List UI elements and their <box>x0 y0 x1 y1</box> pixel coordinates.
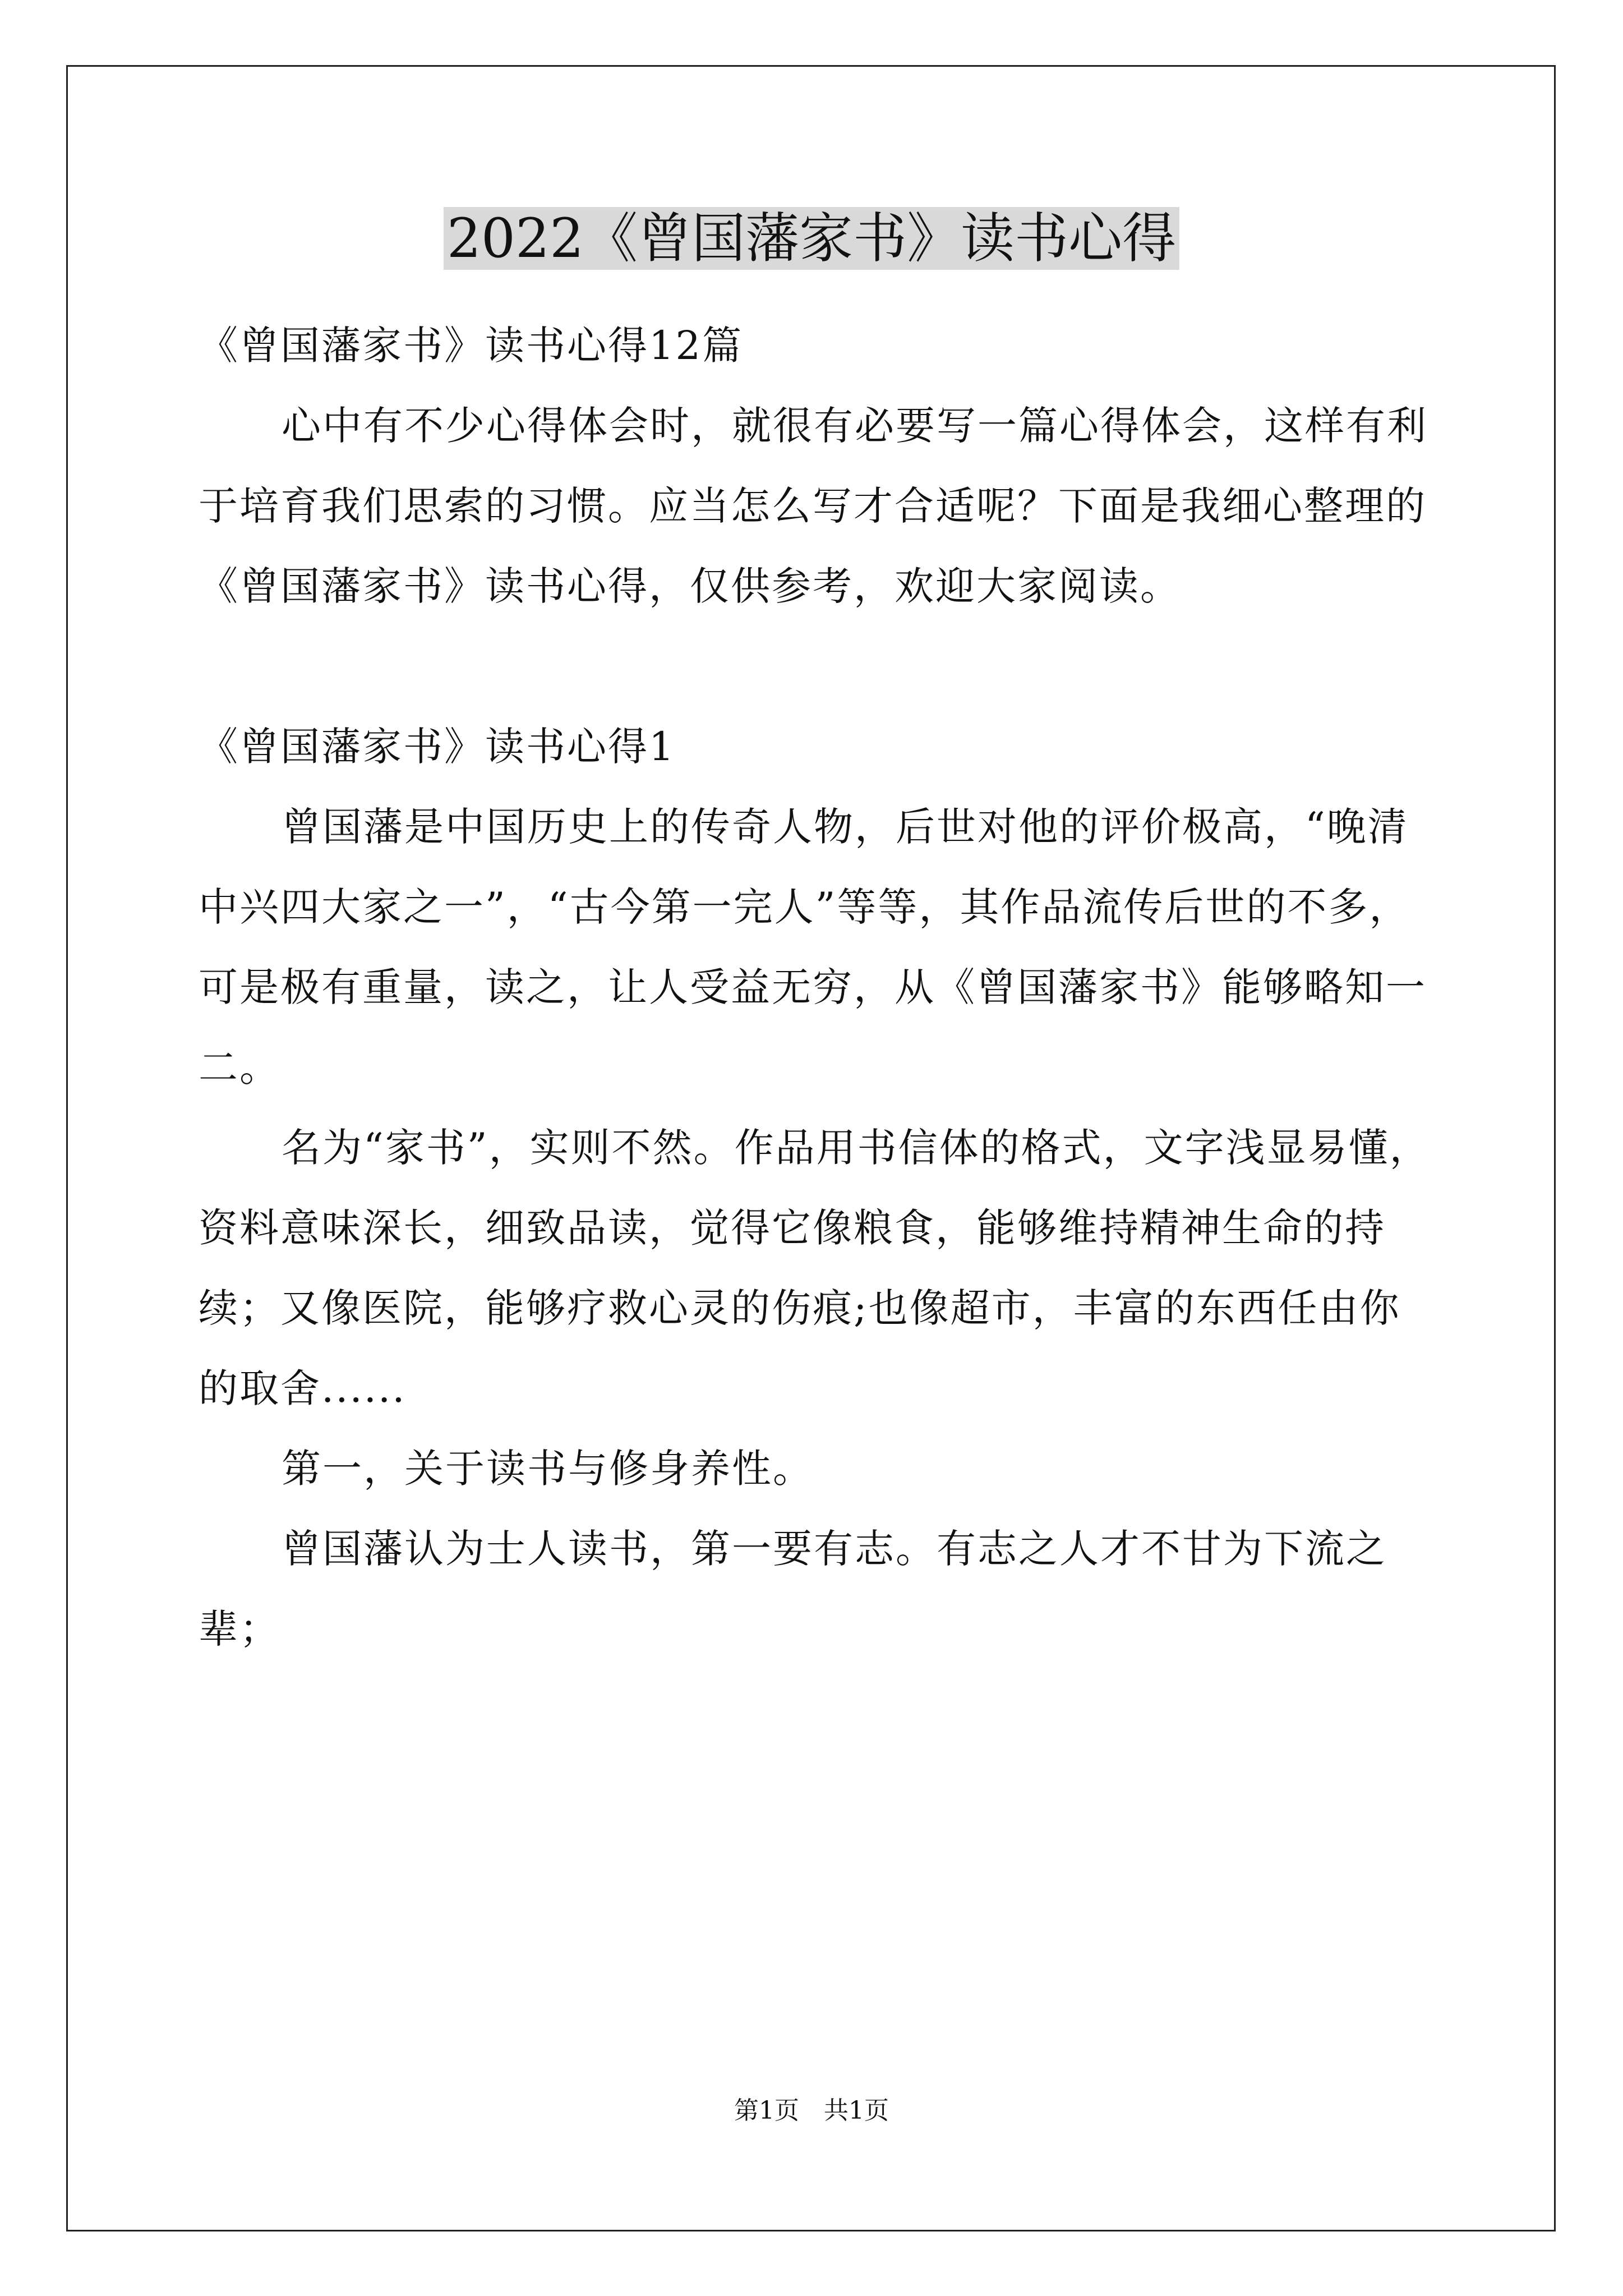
page-footer: 第1页 共1页 <box>734 2096 889 2125</box>
section-heading: 《曾国藩家书》读书心得1 <box>199 724 676 770</box>
document-title: 2022《曾国藩家书》读书心得 <box>0 199 1623 278</box>
body-paragraph: 名为“家书”，实则不然。作品用书信体的格式，文字浅显易懂，资料意味深长，细致品读，觉得它像粮食，能够维持精神生命的持续；又像医院，能够疗救心灵的伤痕;也像超市，丰富的东西任由你的取舍...... <box>199 1125 1431 1411</box>
document-body <box>199 306 1432 1669</box>
body-paragraph: 第一，关于读书与修身养性。 <box>282 1446 814 1492</box>
body-paragraph: 曾国藩认为士人读书，第一要有志。有志之人才不甘为下流之辈； <box>199 1526 1387 1652</box>
intro-paragraph: 心中有不少心得体会时，就很有必要写一篇心得体会，这样有利于培育我们思索的习惯。应当怎么写才合适呢？下面是我细心整理的《曾国藩家书》读书心得，仅供参考，欢迎大家阅读。 <box>199 403 1428 609</box>
subtitle-line: 《曾国藩家书》读书心得12篇 <box>199 323 744 369</box>
body-paragraph: 曾国藩是中国历史上的传奇人物，后世对他的评价极高，“晚清中兴四大家之一”，“古今第一完人”等等，其作品流传后世的不多，可是极有重量，读之，让人受益无穷，从《曾国藩家书》能够略知一二。 <box>199 804 1427 1091</box>
